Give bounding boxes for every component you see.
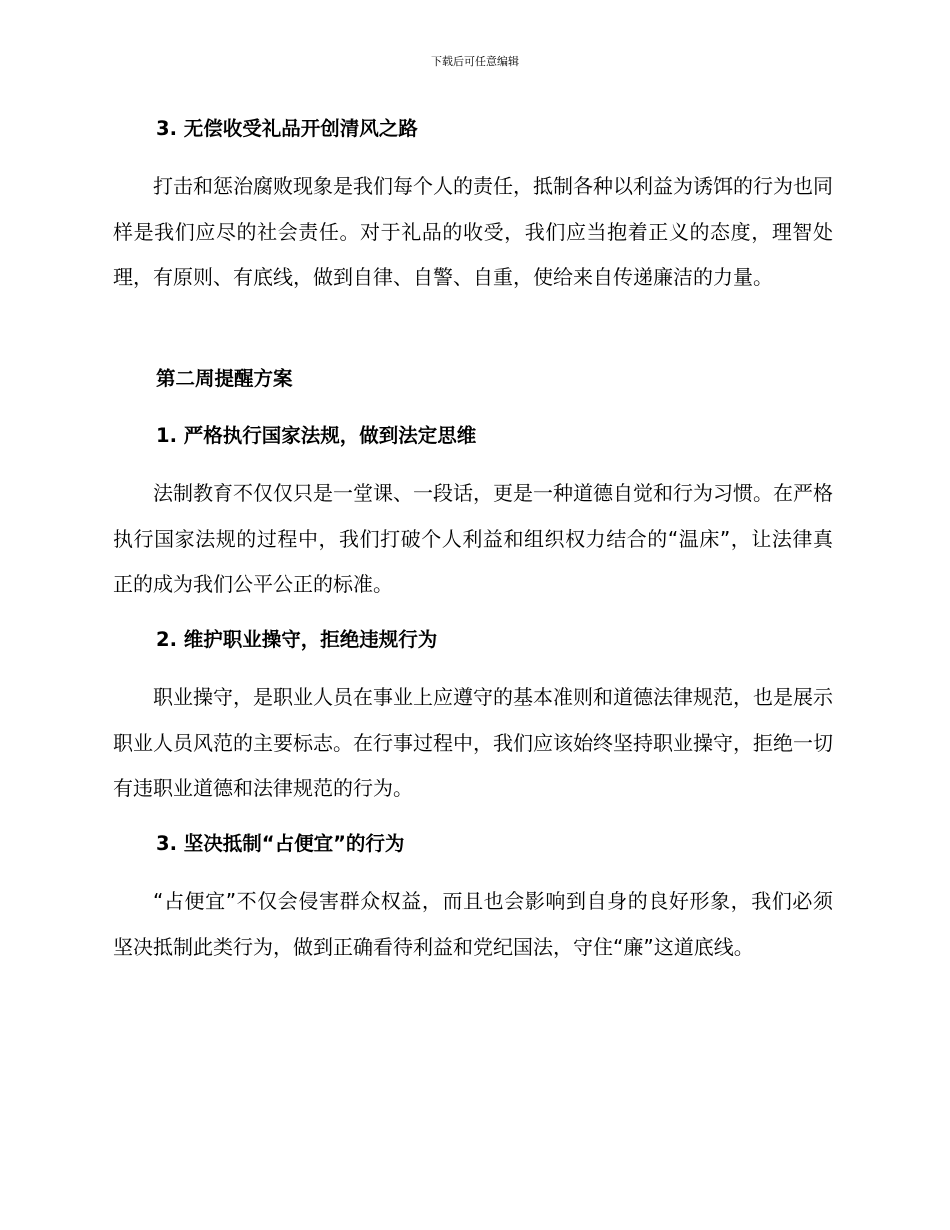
section-heading-gift: 3. 无偿收受礼品开创清风之路 [156,117,418,140]
page-header: 下载后可任意编辑 [431,55,519,68]
paragraph-ethics: 职业操守，是职业人员在事业上应遵守的基本准则和道德法律规范，也是展示职业人员风范的主要标志。在行事过程中，我们应该始终坚持职业操守，拒绝一切有违职业道德和法律规范的行为。 [113,685,833,800]
section-heading-law: 1. 严格执行国家法规，做到法定思维 [156,424,477,447]
paragraph-gift: 打击和惩治腐败现象是我们每个人的责任，抵制各种以利益为诱饵的行为也同样是我们应尽的社会责任。对于礼品的收受，我们应当抱着正义的态度，理智处理，有原则、有底线，做到自律、自警、自重，使给来自传递廉洁的力量。 [113,174,833,289]
week-two-heading: 第二周提醒方案 [156,367,293,390]
paragraph-advantage: “占便宜”不仅会侵害群众权益，而且也会影响到自身的良好形象，我们必须坚决抵制此类行为，做到正确看待利益和党纪国法，守住“廉”这道底线。 [113,889,833,959]
paragraph-law: 法制教育不仅仅只是一堂课、一段话，更是一种道德自觉和行为习惯。在严格执行国家法规的过程中，我们打破个人利益和组织权力结合的“温床”，让法律真正的成为我们公平公正的标准。 [113,481,833,596]
section-heading-ethics: 2. 维护职业操守，拒绝违规行为 [156,628,438,651]
section-heading-advantage: 3. 坚决抵制“占便宜”的行为 [156,832,405,855]
